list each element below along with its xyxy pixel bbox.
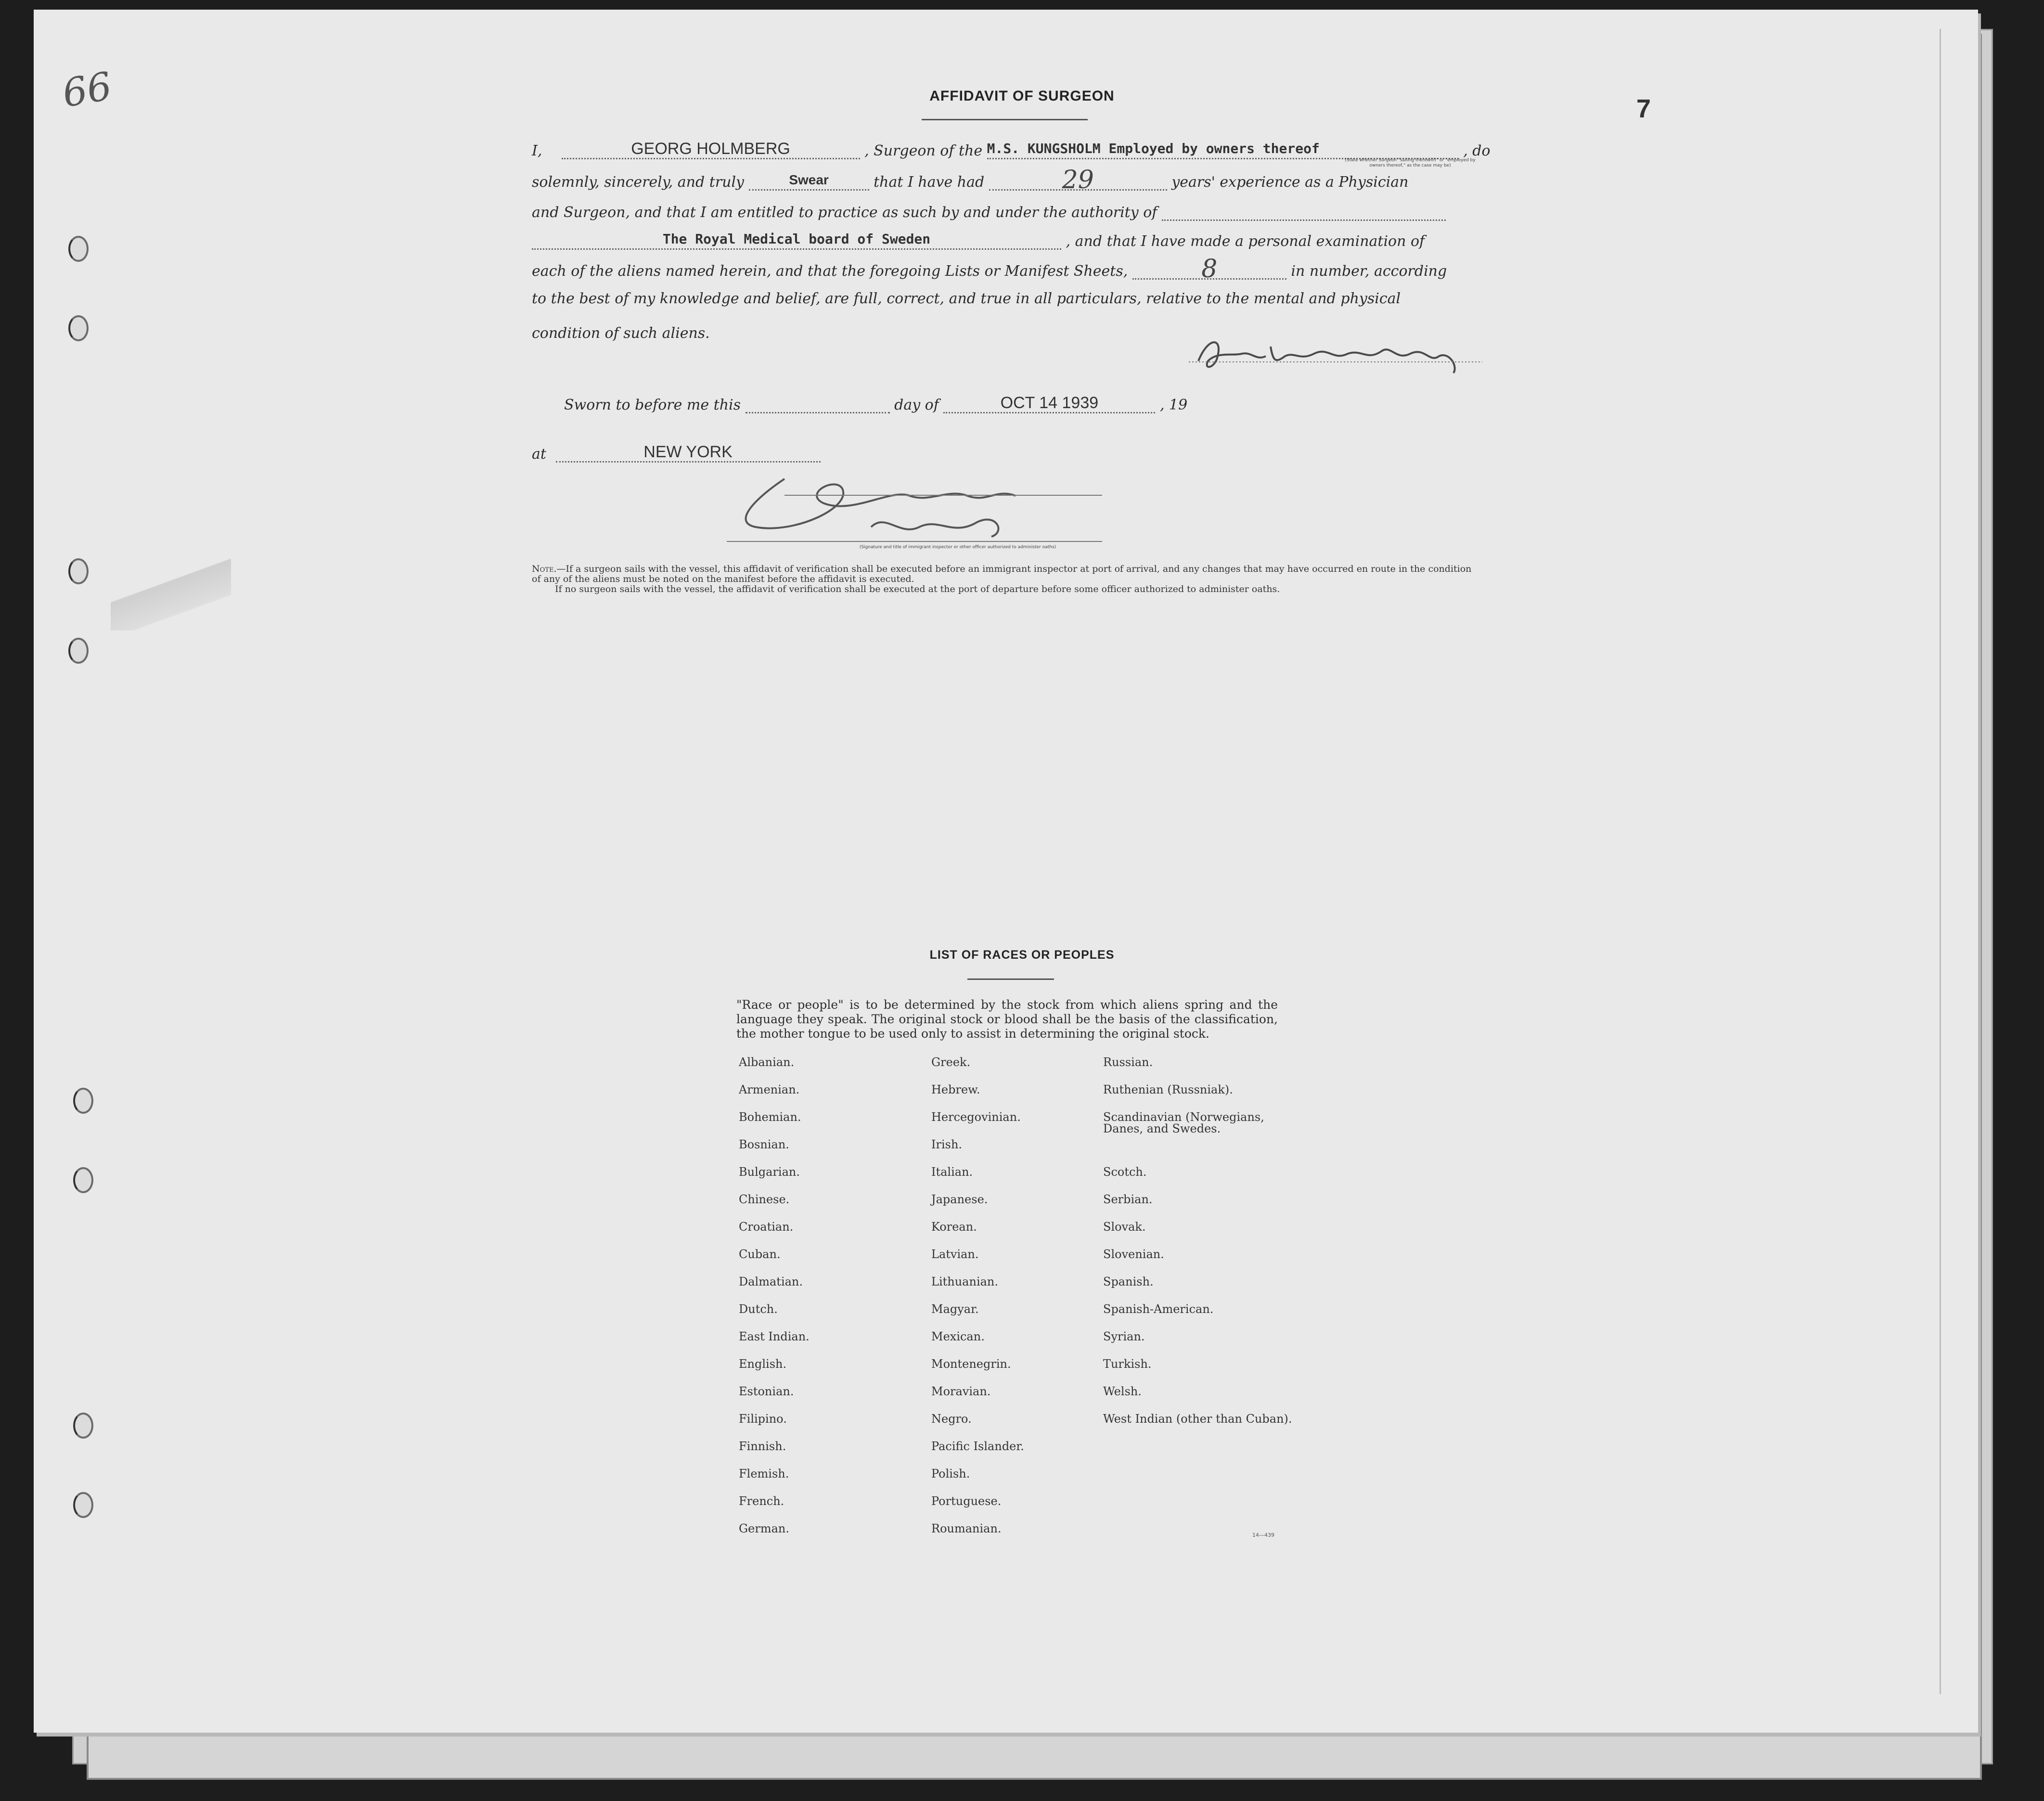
authority-blank	[1162, 201, 1446, 221]
oath-field: Swear	[749, 171, 869, 191]
place-field: NEW YORK	[556, 443, 821, 463]
note-text: —If a surgeon sails with the vessel, this affidavit of verification shall be executed before an immigrant inspector at port of arrival, and any changes that may have occurred en route in the condition of any of the aliens must be noted on the manifest before the affidavit is executed.	[532, 564, 1472, 584]
race-item: Turkish.	[1103, 1357, 1152, 1371]
text-day-of: day of	[894, 397, 939, 413]
race-item: Montenegrin.	[931, 1357, 1011, 1371]
affidavit-line-5	[532, 255, 1482, 283]
surgeon-signature	[1189, 327, 1482, 380]
race-item: Slovak.	[1103, 1220, 1146, 1234]
race-item: Chinese.	[739, 1193, 790, 1206]
page-number: 7	[1636, 94, 1651, 123]
affidavit-line-6: to the best of my knowledge and belief, are full, correct, and true in all particulars, relative to the mental and physical	[532, 290, 1401, 307]
text-surgeon-of: , Surgeon of the	[864, 142, 983, 159]
text-personal-examination: , and that I have made a personal examination of	[1066, 233, 1425, 250]
race-item: Croatian.	[739, 1220, 794, 1234]
binder-hole	[73, 1413, 93, 1439]
race-item: Mexican.	[931, 1330, 985, 1343]
affidavit-line-7: condition of such aliens.	[532, 325, 710, 342]
affidavit-line-4	[532, 230, 1482, 250]
note-text-2: If no surgeon sails with the vessel, the affidavit of verification shall be executed at the port of departure before some officer authorized to administer oaths.	[555, 584, 1280, 594]
employment-note: (State whether Surgeon "sailing therewith" or "employed by owners thereof," as the case may be)	[1345, 158, 1476, 168]
races-title-rule	[967, 978, 1054, 980]
surgeon-name-field: GEORG HOLMBERG	[562, 140, 860, 159]
race-item: Magyar.	[931, 1302, 979, 1316]
date-field: OCT 14 1939	[943, 394, 1155, 413]
affidavit-line-3	[532, 201, 1482, 221]
race-item: Roumanian.	[931, 1522, 1002, 1535]
place-line	[532, 443, 1482, 463]
authority-field: The Royal Medical board of Sweden	[532, 230, 1061, 250]
text-years-experience: years' experience as a Physician	[1171, 174, 1409, 191]
race-item: Estonian.	[739, 1385, 794, 1398]
race-item: Bohemian.	[739, 1110, 801, 1124]
races-column-1	[739, 1056, 902, 1550]
title-rule	[922, 119, 1088, 120]
races-intro: "Race or people" is to be determined by the stock from which aliens spring and the language they speak. The original stock or blood shall be the basis of the classification, the mother tongue to be used only to assist in determining the original stock.	[736, 998, 1278, 1041]
text-sworn: Sworn to before me this	[564, 397, 741, 413]
paper-tear	[111, 553, 231, 630]
binder-hole	[73, 1088, 93, 1114]
race-item: Slovenian.	[1103, 1248, 1164, 1261]
binder-hole	[68, 236, 89, 262]
race-item: French.	[739, 1494, 784, 1508]
race-item: Pacific Islander.	[931, 1440, 1024, 1453]
race-item: Scotch.	[1103, 1165, 1147, 1179]
race-item: Scandinavian (Norwegians, Danes, and Swedes.	[1103, 1110, 1264, 1135]
race-item: Armenian.	[739, 1083, 800, 1096]
race-item: Greek.	[931, 1055, 971, 1069]
race-item: Spanish.	[1103, 1275, 1154, 1288]
race-item: Cuban.	[739, 1248, 781, 1261]
binder-hole	[73, 1167, 93, 1193]
race-item: Serbian.	[1103, 1193, 1153, 1206]
race-item: Italian.	[931, 1165, 973, 1179]
races-title: LIST OF RACES OR PEOPLES	[929, 948, 1115, 962]
race-item: Polish.	[931, 1467, 970, 1480]
race-item: Dalmatian.	[739, 1275, 803, 1288]
race-item: Korean.	[931, 1220, 977, 1234]
text-authority: and Surgeon, and that I am entitled to practice as such by and under the authority of	[532, 204, 1157, 221]
form-number: 14—439	[1252, 1532, 1274, 1538]
affidavit-title: AFFIDAVIT OF SURGEON	[929, 88, 1115, 104]
signature-caption: (Signature and title of immigrant inspector or other officer authorized to administer oaths)	[859, 545, 1056, 550]
race-item: Latvian.	[931, 1248, 979, 1261]
text-each-of-the-aliens: each of the aliens named herein, and that the foregoing Lists or Manifest Sheets,	[532, 263, 1128, 280]
text-do: , do	[1463, 142, 1491, 159]
race-item: Syrian.	[1103, 1330, 1145, 1343]
race-item: East Indian.	[739, 1330, 810, 1343]
race-item: Flemish.	[739, 1467, 789, 1480]
sworn-line	[564, 394, 1515, 413]
text-solemnly: solemnly, sincerely, and truly	[532, 174, 745, 191]
race-item: Finnish.	[739, 1440, 786, 1453]
race-item: Hercegovinian.	[931, 1110, 1021, 1124]
race-item: Moravian.	[931, 1385, 991, 1398]
race-item: Albanian.	[739, 1055, 795, 1069]
page-edge-line	[1940, 29, 1941, 1694]
vessel-field	[987, 140, 1459, 159]
race-item: German.	[739, 1522, 789, 1535]
vessel-name: M.S. KUNGSHOLM	[987, 141, 1101, 156]
inspector-signature	[727, 469, 1102, 549]
race-item: Bulgarian.	[739, 1165, 800, 1179]
binder-hole	[68, 558, 89, 584]
race-item: Portuguese.	[931, 1494, 1002, 1508]
affidavit-note	[532, 564, 1482, 594]
race-item: Japanese.	[931, 1193, 988, 1206]
corner-handwritten-mark: 66	[59, 63, 116, 116]
text-i: I,	[532, 142, 542, 159]
affidavit-line-1	[532, 140, 1491, 159]
affidavit-line-2	[532, 166, 1482, 194]
race-item: Lithuanian.	[931, 1275, 999, 1288]
races-column-2	[931, 1056, 1095, 1550]
note-label: Note.	[532, 564, 557, 574]
races-column-3	[1103, 1056, 1296, 1441]
day-blank	[746, 394, 890, 413]
binder-hole	[68, 315, 89, 341]
employment-status: Employed by owners thereof	[1108, 141, 1320, 156]
race-item: Welsh.	[1103, 1385, 1142, 1398]
race-item: Ruthenian (Russniak).	[1103, 1083, 1233, 1096]
years-field: 29	[989, 171, 1167, 191]
race-item: Russian.	[1103, 1055, 1153, 1069]
binder-hole	[73, 1492, 93, 1518]
race-item: Spanish-American.	[1103, 1302, 1214, 1316]
binder-hole	[68, 638, 89, 664]
sheets-field: 8	[1132, 260, 1286, 280]
text-i-have-had: that I have had	[874, 174, 985, 191]
race-item: Negro.	[931, 1412, 972, 1426]
race-item: Dutch.	[739, 1302, 778, 1316]
race-item: Bosnian.	[739, 1138, 789, 1151]
text-in-number: in number, according	[1291, 263, 1447, 280]
race-item: Hebrew.	[931, 1083, 980, 1096]
text-at: at	[532, 446, 546, 463]
race-item: English.	[739, 1357, 787, 1371]
text-year-prefix: , 19	[1159, 397, 1188, 413]
race-item: West Indian (other than Cuban).	[1103, 1412, 1292, 1426]
race-item: Filipino.	[739, 1412, 787, 1426]
race-item: Irish.	[931, 1138, 963, 1151]
